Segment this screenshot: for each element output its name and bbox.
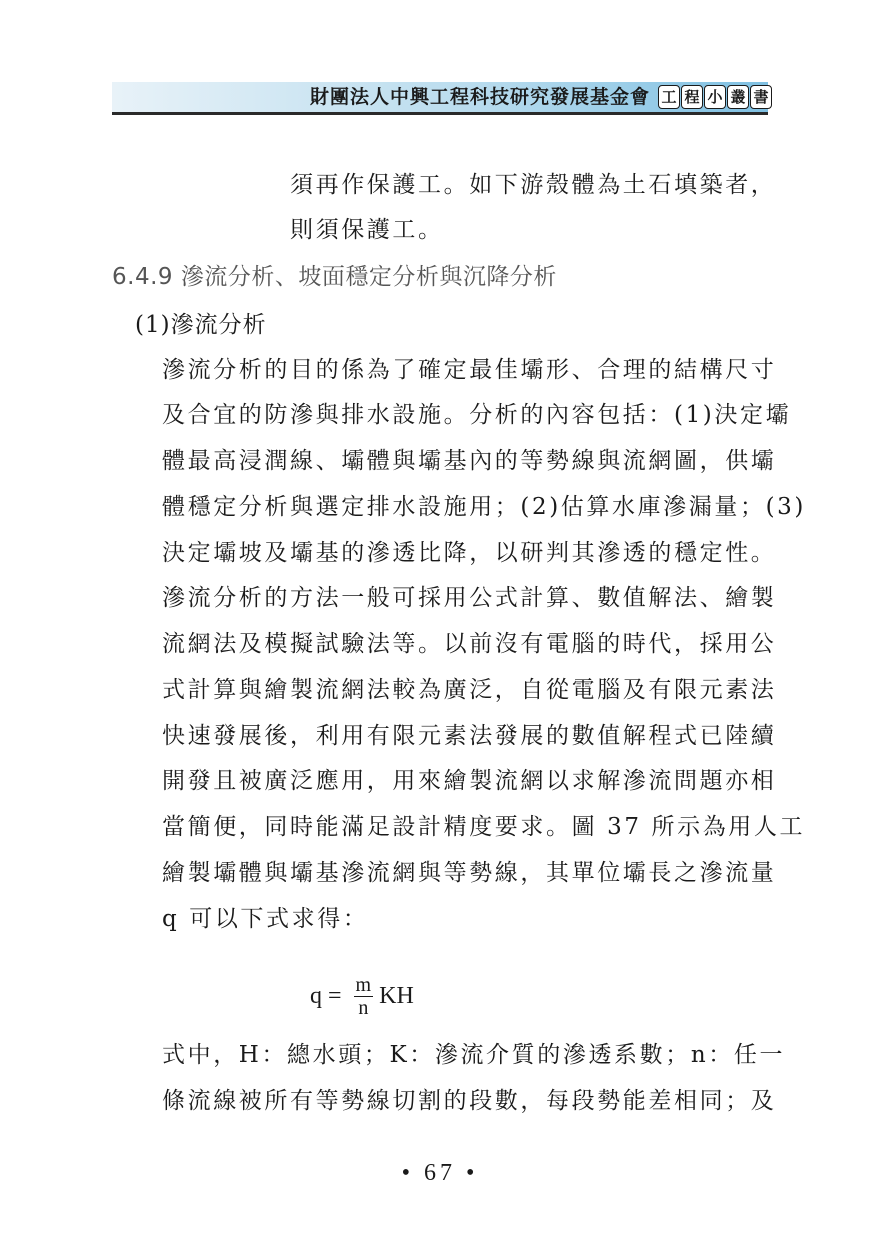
seepage-formula <box>310 966 414 1026</box>
paragraph-line: 滲流分析的方法一般可採用公式計算、數值解法、繪製 <box>162 585 777 611</box>
paragraph-line: 決定壩坡及壩基的滲透比降，以研判其滲透的穩定性。 <box>162 540 777 566</box>
paragraph-line: 及合宜的防滲與排水設施。分析的內容包括：(1)決定壩 <box>162 402 792 428</box>
paragraph-line: 體穩定分析與選定排水設施用；(2)估算水庫滲漏量；(3) <box>162 494 806 520</box>
formula-fraction <box>354 974 374 1019</box>
after-line: 式中，H：總水頭；K：滲流介質的滲透系數；n：任一 <box>162 1042 786 1068</box>
series-badge <box>658 85 772 109</box>
formula-denominator: n <box>358 996 369 1019</box>
header-rule <box>112 112 768 115</box>
formula-rhs: KH <box>379 982 414 1009</box>
paragraph-line: 當簡便，同時能滿足設計精度要求。圖 37 所示為用人工 <box>162 814 806 840</box>
series-badge-char: 書 <box>750 85 772 109</box>
page-number: • 67 • <box>401 1160 479 1186</box>
paragraph-line: 流網法及模擬試驗法等。以前沒有電腦的時代，採用公 <box>162 631 777 657</box>
section-heading: 6.4.9 滲流分析、坡面穩定分析與沉降分析 <box>112 264 557 290</box>
series-badge-char: 叢 <box>727 85 749 109</box>
paragraph-line: 體最高浸潤線、壩體與壩基內的等勢線與流網圖，供壩 <box>162 448 777 474</box>
series-badge-char: 工 <box>658 85 680 109</box>
series-badge-char: 小 <box>704 85 726 109</box>
paragraph-line: 快速發展後，利用有限元素法發展的數值解程式已陸續 <box>162 723 777 749</box>
paragraph-line: 滲流分析的目的係為了確定最佳壩形、合理的結構尺寸 <box>162 357 777 383</box>
header-title: 財團法人中興工程科技研究發展基金會 <box>309 86 650 108</box>
formula-lhs: q <box>310 982 322 1009</box>
paragraph-line: q 可以下式求得： <box>162 906 369 932</box>
formula-equals: = <box>328 982 342 1009</box>
paragraph-line: 式計算與繪製流網法較為廣泛，自從電腦及有限元素法 <box>162 677 777 703</box>
formula-numerator: m <box>355 973 372 996</box>
paragraph-line: 開發且被廣泛應用，用來繪製流網以求解滲流問題亦相 <box>162 768 777 794</box>
after-line: 條流線被所有等勢線切割的段數，每段勢能差相同；及 <box>162 1088 777 1114</box>
paragraph-line: 繪製壩體與壩基滲流網與等勢線，其單位壩長之滲流量 <box>162 860 777 886</box>
intro-line: 則須保護工。 <box>290 217 444 243</box>
subsection-heading: (1)滲流分析 <box>135 312 267 338</box>
intro-line: 須再作保護工。如下游殼體為土石填築者， <box>290 172 777 198</box>
series-badge-char: 程 <box>681 85 703 109</box>
